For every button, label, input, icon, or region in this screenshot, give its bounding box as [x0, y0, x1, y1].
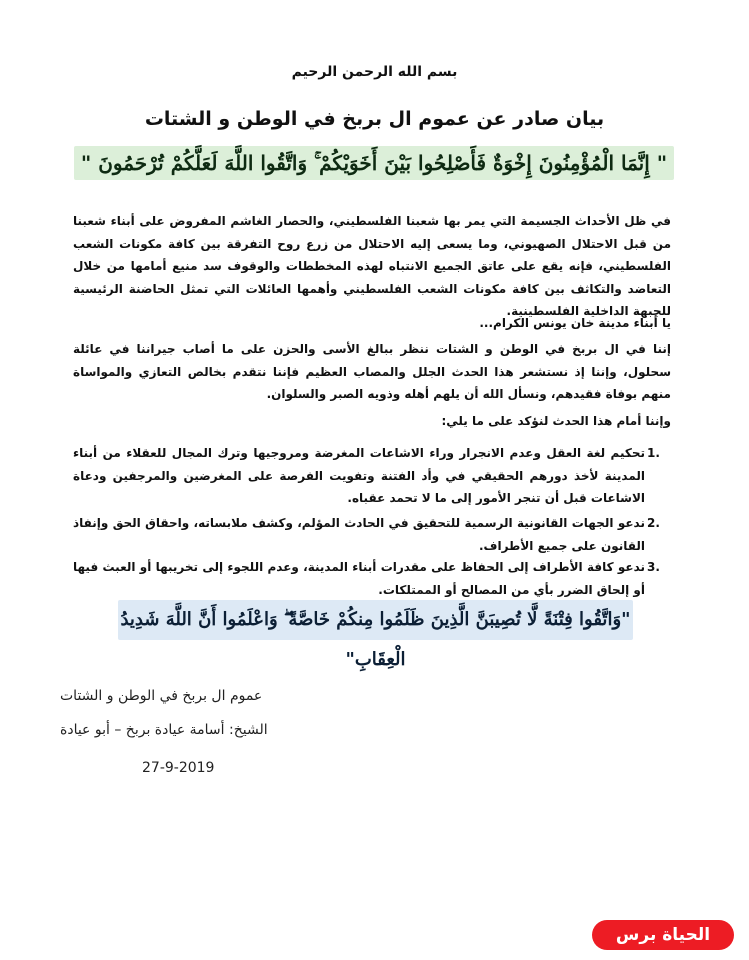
intro-paragraph: في ظل الأحداث الجسيمة التي يمر بها شعبنا الفلسطيني، والحصار الغاشم المفروض على أبناء شعبنا من قبل الاحتلال الصهيوني، وما يسعى إليه الاحتلال من زرع روح التفرقة بين كافة مكونات الشعب الفلسطيني، فإنه يقع على عاتق الجميع الانتباه لهذه المخططات والوقوف سد منيع أمامها من خلال التعاضد والتكاثف بين كافة مكونات الشعب الفلسطيني وأهمها العائلات التي تمثل الحاضنة الرئيسية للجبهة الداخلية الفلسطينية.: [73, 214, 671, 318]
list-item-number: 1.: [647, 446, 660, 460]
list-item: [73, 512, 671, 556]
quran-verse-top: " إِنَّمَا الْمُؤْمِنُونَ إِخْوَةٌ فَأَصْلِحُوا بَيْنَ أَخَوَيْكُمْ ۚ وَاتَّقُوا اللَّهَ لَعَلَّكُمْ تُرْحَمُونَ ": [74, 146, 674, 180]
quran-verse-bottom: "وَاتَّقُوا فِتْنَةً لَّا تُصِيبَنَّ الَّذِينَ ظَلَمُوا مِنكُمْ خَاصَّةً ۖ وَاعْلَمُوا أَنَّ اللَّهَ شَدِيدُ الْعِقَابِ": [118, 600, 633, 640]
list-item-number: 2.: [647, 516, 660, 530]
watermark-logo: الحياة برس: [592, 920, 734, 950]
list-item: [73, 442, 671, 512]
points-list: [73, 442, 671, 601]
signature-family: عموم ال بربخ في الوطن و الشتات: [60, 688, 263, 704]
basmala: بسم الله الرحمن الرحيم: [291, 64, 458, 80]
signature-date: 27-9-2019: [142, 760, 215, 776]
statement-title: بيان صادر عن عموم ال بربخ في الوطن و الشتات: [144, 108, 605, 130]
list-item: [73, 556, 671, 601]
condolence-paragraph: إننا في ال بربخ في الوطن و الشتات ننظر ببالغ الأسى والحزن على ما أصاب جيراننا في عائلة سحلول، وإننا إذ نستشعر هذا الحدث الجلل والمصاب العظيم فإننا نتقدم بخالص التعازي والمواساة منهم بوفاة فقيدهم، ونسأل الله أن يلهم أهله وذويه الصبر والسلوان.: [73, 342, 671, 401]
address-line: يا أبناء مدينة خان يونس الكرام...: [479, 316, 671, 330]
signature-sheikh: الشيخ: أسامة عيادة بربخ – أبو عيادة: [60, 722, 268, 738]
list-item-text: تحكيم لغة العقل وعدم الانجرار وراء الاشاعات المغرضة ومروجيها وترك المجال للعقلاء من أبناء المدينة لأخذ دورهم الحقيقي في وأد الفتنة وتفويت الفرصة على المغرضين والمرجفين ودعاة الاشاعات قبل أن تنجر الأمور إلى ما لا تحمد عقباه.: [73, 446, 645, 505]
list-item-text: ندعو كافة الأطراف إلى الحفاظ على مقدرات أبناء المدينة، وعدم اللجوء إلى تخريبها أو العبث فيها أو إلحاق الضرر بأي من المصالح أو الممتلكات.: [73, 560, 645, 597]
list-item-number: 3.: [647, 560, 660, 574]
emphasis-line: وإننا أمام هذا الحدث لنؤكد على ما يلي:: [441, 414, 671, 428]
list-item-text: ندعو الجهات القانونية الرسمية للتحقيق في الحادث المؤلم، وكشف ملابساته، واحقاق الحق وإنفاذ القانون على جميع الأطراف.: [73, 516, 645, 553]
